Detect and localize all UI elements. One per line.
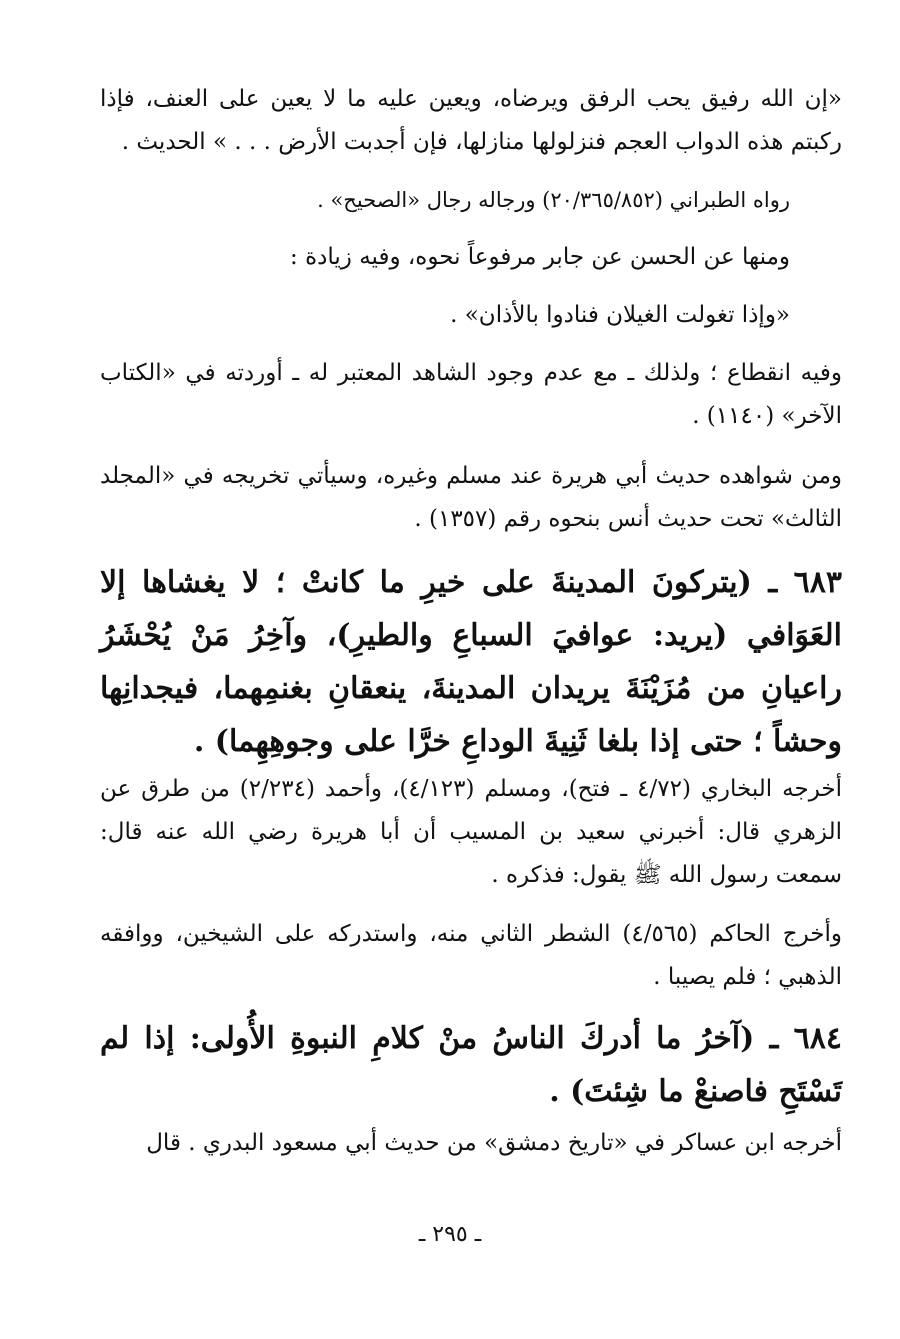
ibn-asakir-paragraph: أخرجه ابن عساكر في «تاريخ دمشق» من حديث أبي مسعود البدري . قال — [146, 1130, 842, 1156]
shawahid-paragraph: ومن شواهده حديث أبي هريرة عند مسلم وغيره، وسيأتي تخريجه في «المجلد الثالث» تحت حديث أنس بنحوه رقم (١٣٥٧) . — [100, 463, 842, 532]
tabarani-citation-paragraph: رواه الطبراني (٢٠/٣٦٥/٨٥٢) ورجاله رجال «الصحيح» . — [317, 188, 790, 212]
bukhari-takhrij-paragraph: أخرجه البخاري (٤/٧٢ ـ فتح)، ومسلم (٤/١٢٣)، وأحمد (٢/٢٣٤) من طرق عن الزهري قال: أخبرني سعيد بن المسيب أن أبا هريرة رضي الله عنه قال: سمعت رسول الله ﷺ يقول: فذكره . — [100, 776, 843, 888]
hadith-continuation-paragraph: «إن الله رفيق يحب الرفق ويرضاه، ويعين عليه ما لا يعين على العنف، فإذا ركبتم هذه الدواب العجم فنزلولها منازلها، فإن أجدبت الأرض . . . » الحديث . — [100, 86, 842, 155]
inqita-note-paragraph: وفيه انقطاع ؛ ولذلك ـ مع عدم وجود الشاهد المعتبر له ـ أوردته في «الكتاب الآخر» (١١٤٠) . — [100, 360, 842, 429]
jabir-narration-paragraph: ومنها عن الحسن عن جابر مرفوعاً نحوه، وفيه زيادة : — [290, 244, 790, 270]
adhan-quote-paragraph: «وإذا تغولت الغيلان فنادوا بالأذان» . — [450, 302, 790, 328]
page-number: ـ ٢٩٥ ـ — [418, 1222, 482, 1247]
hadith-684-heading: ٦٨٤ ـ (آخرُ ما أدركَ الناسُ منْ كلامِ النبوةِ الأُولى: إذا لم تَسْتَحِ فاصنعْ ما شِئتَ) . — [100, 1021, 842, 1109]
hakim-takhrij-paragraph: وأخرج الحاكم (٤/٥٦٥) الشطر الثاني منه، واستدركه على الشيخين، ووافقه الذهبي ؛ فلم يصيبا . — [100, 921, 843, 990]
hadith-683-heading: ٦٨٣ ـ (يتركونَ المدينةَ على خيرِ ما كانتْ ؛ لا يغشاها إلا العَوَافي (يريد: عوافيَ السباعِ والطيرِ)، وآخِرُ مَنْ يُحْشَرُ راعيانِ من مُزَيْنَةَ يريدان المدينةَ، ينعقانِ بغنمِهما، فيجدانِها وحشاً ؛ حتى إذا بلغا ثَنِيةَ الوداعِ خرَّا على وجوهِهِما) . — [100, 565, 842, 759]
